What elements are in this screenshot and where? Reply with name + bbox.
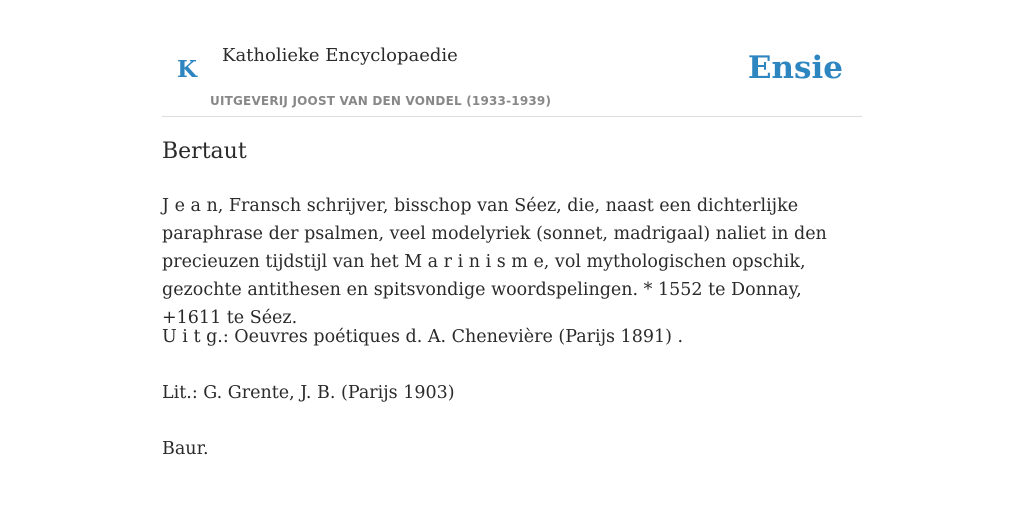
article-author: Baur. — [162, 439, 209, 459]
article-paragraph-literature: Lit.: G. Grente, J. B. (Parijs 1903) — [162, 383, 455, 403]
site-title-link[interactable]: Katholieke Encyclopaedie — [222, 45, 458, 66]
site-header — [162, 0, 862, 117]
ensie-brand-link[interactable]: Ensie — [747, 50, 843, 86]
article-paragraph-main: J e a n, Fransch schrijver, bisschop van Séez, die, naast een dichterlijke paraphrase der psalmen, veel modelyriek (sonnet, madrigaal) naliet in den precieuzen tijdstijl van het M a r i n i s m e, vol mythologischen opschik, gezochte antithesen en spitsvondige woordspelingen. * 1552 te Donnay, +1611 te Séez. — [162, 196, 827, 328]
article-paragraph-editions: U i t g.: Oeuvres poétiques d. A. Chenevière (Parijs 1891) . — [162, 327, 684, 347]
article-title: Bertaut — [162, 139, 247, 164]
page — [162, 0, 862, 459]
publisher-subtitle: UITGEVERIJ JOOST VAN DEN VONDEL (1933-1939) — [210, 94, 552, 108]
site-logo[interactable]: K — [177, 56, 197, 83]
